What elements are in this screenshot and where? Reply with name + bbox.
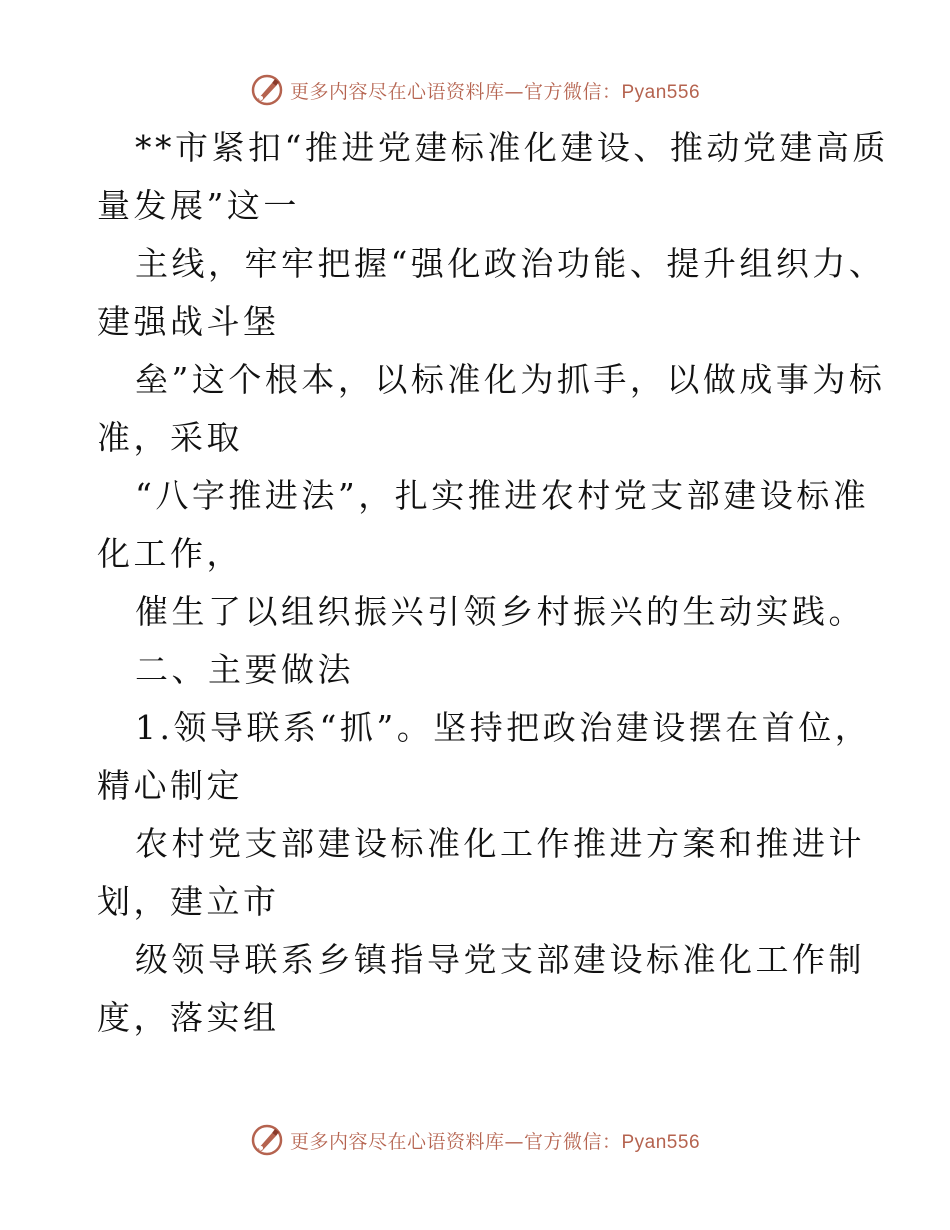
watermark-wechat-id: Pyan556 [621, 81, 701, 103]
pen-logo-icon [250, 1123, 284, 1157]
text-line: 垒”这个根本，以标准化为抓手，以做成事为标 [135, 360, 886, 399]
watermark-text: 更多内容尽在心语资料库—官方微信： [289, 1130, 622, 1153]
text-line: 准，采取 [97, 418, 243, 457]
text-line: **市紧扣“推进党建标准化建设、推动党建高质 [135, 128, 889, 167]
text-line: 建强战斗堡 [97, 302, 280, 341]
text-line: 1.领导联系“抓”。坚持把政治建设摆在首位， [135, 708, 872, 747]
text-line: 级领导联系乡镇指导党支部建设标准化工作制 [135, 940, 865, 979]
watermark-wechat-id: Pyan556 [621, 1131, 701, 1153]
header-watermark [0, 70, 950, 110]
footer-watermark [0, 1120, 950, 1160]
section-heading: 二、主要做法 [135, 650, 354, 689]
text-line: “八字推进法”，扎实推进农村党支部建设标准 [135, 476, 870, 515]
text-line: 划，建立市 [97, 882, 280, 921]
text-line: 催生了以组织振兴引领乡村振兴的生动实践。 [135, 592, 865, 631]
text-line: 量发展”这一 [97, 186, 300, 225]
text-line: 精心制定 [97, 766, 243, 805]
watermark-text: 更多内容尽在心语资料库—官方微信： [289, 80, 622, 103]
text-line: 主线，牢牢把握“强化政治功能、提升组织力、 [135, 244, 886, 283]
pen-logo-icon [250, 73, 284, 107]
text-line: 化工作， [97, 534, 243, 573]
text-line: 农村党支部建设标准化工作推进方案和推进计 [135, 824, 865, 863]
text-line: 度，落实组 [97, 998, 280, 1037]
